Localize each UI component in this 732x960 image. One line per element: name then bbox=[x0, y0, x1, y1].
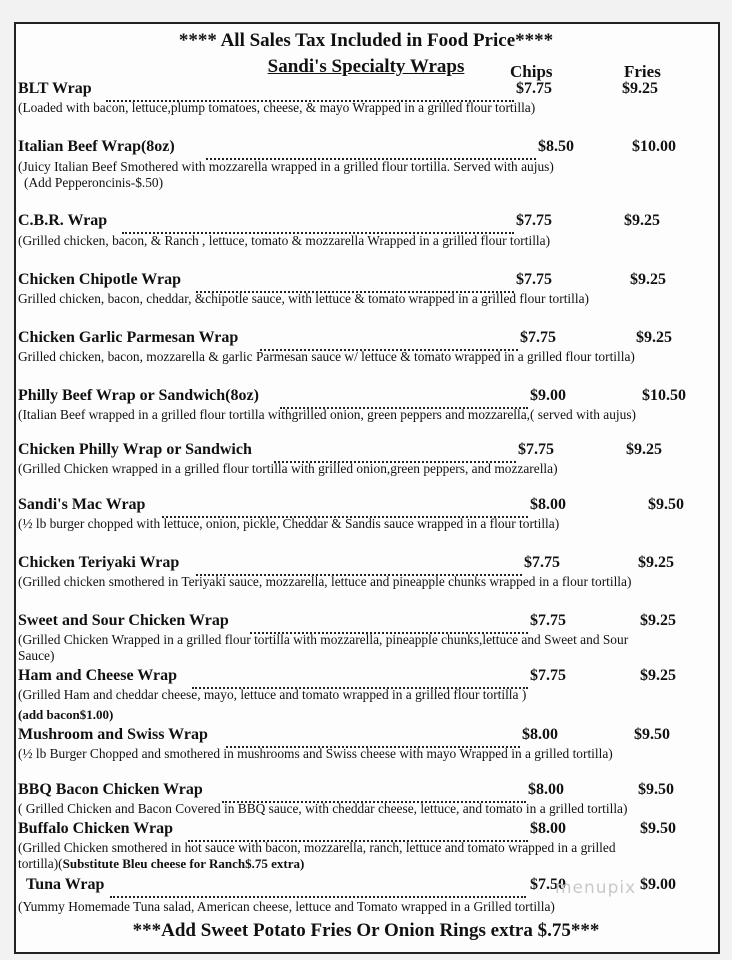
item-price-fries: $9.25 bbox=[624, 212, 660, 229]
menu-item bbox=[18, 271, 732, 293]
chips-column-header: Chips bbox=[510, 62, 553, 81]
item-description: (Grilled chicken smothered in Teriyaki sauce, mozzarella, lettuce and pineapple chunks wrapped in a flour tortilla) bbox=[18, 574, 632, 589]
item-name: Sandi's Mac Wrap bbox=[18, 496, 146, 513]
item-name: Tuna Wrap bbox=[26, 876, 105, 893]
item-price-fries: $9.25 bbox=[638, 554, 674, 571]
item-price-chips: $7.75 bbox=[530, 612, 566, 629]
item-name: Italian Beef Wrap(8oz) bbox=[18, 138, 175, 155]
item-description: (Grilled Chicken wrapped in a grilled flour tortilla with grilled onion,green peppers, and mozzarella) bbox=[18, 461, 558, 476]
item-price-chips: $8.00 bbox=[522, 726, 558, 743]
item-note: (add bacon$1.00) bbox=[18, 707, 114, 722]
item-price-fries: $9.25 bbox=[640, 667, 676, 684]
dot-leader bbox=[192, 667, 528, 689]
menu-item bbox=[18, 726, 732, 748]
item-price-chips: $8.00 bbox=[530, 496, 566, 513]
item-price-fries: $9.00 bbox=[640, 876, 676, 893]
menu-title-text: Sandi's Specialty Wraps bbox=[267, 56, 465, 77]
dot-leader bbox=[250, 612, 528, 634]
dot-leader bbox=[260, 329, 518, 351]
item-price-chips: $7.75 bbox=[524, 554, 560, 571]
item-description: (Grilled Ham and cheddar cheese, mayo, lettuce and tomato wrapped in a grilled flour tortilla ) bbox=[18, 687, 527, 702]
item-description: (Yummy Homemade Tuna salad, American cheese, lettuce and Tomato wrapped in a Grilled tortilla) bbox=[18, 899, 555, 914]
menu-item bbox=[18, 667, 732, 689]
item-price-fries: $10.00 bbox=[632, 138, 676, 155]
item-price-fries: $9.25 bbox=[640, 612, 676, 629]
item-price-chips: $8.50 bbox=[538, 138, 574, 155]
item-description: (Loaded with bacon, lettuce,plump tomatoes, cheese, & mayo Wrapped in a grilled flour tortilla) bbox=[18, 100, 536, 115]
item-price-fries: $9.50 bbox=[634, 726, 670, 743]
item-name: C.B.R. Wrap bbox=[18, 212, 108, 229]
item-price-fries: $9.50 bbox=[640, 820, 676, 837]
item-description: ( Grilled Chicken and Bacon Covered in BBQ sauce, with cheddar cheese, lettuce, and tomato in a grilled tortilla) bbox=[18, 801, 628, 816]
item-description: (Grilled Chicken Wrapped in a grilled flour tortilla with mozzarella, pineapple chunks,lettuce and Sweet and Sour bbox=[18, 632, 629, 647]
item-price-chips: $7.75 bbox=[516, 271, 552, 288]
dot-leader bbox=[196, 554, 522, 576]
dot-leader bbox=[280, 387, 528, 409]
menu-title bbox=[0, 56, 732, 78]
item-description: Grilled chicken, bacon, mozzarella & garlic Parmesan sauce w/ lettuce & tomato wrapped in a grilled flour tortilla) bbox=[18, 349, 635, 364]
dot-leader bbox=[226, 726, 520, 748]
item-price-chips: $7.50 bbox=[530, 876, 566, 893]
item-description: (Juicy Italian Beef Smothered with mozzarella wrapped in a grilled flour tortilla. Served with aujus) bbox=[18, 159, 554, 174]
item-description: (Grilled chicken, bacon, & Ranch , lettuce, tomato & mozzarella Wrapped in a grilled flour tortilla) bbox=[18, 233, 551, 248]
item-description: (½ lb Burger Chopped and smothered in mushrooms and Swiss cheese with mayo Wrapped in a grilled tortilla) bbox=[18, 746, 613, 761]
item-description-continued: Sauce) bbox=[18, 648, 55, 663]
menu-item bbox=[18, 138, 732, 160]
item-price-fries: $10.50 bbox=[642, 387, 686, 404]
item-description: (Grilled Chicken smothered in hot sauce with bacon, mozzarella, ranch, lettuce and tomato wrapped in a grilled bbox=[18, 840, 616, 855]
item-price-fries: $9.25 bbox=[630, 271, 666, 288]
dot-leader bbox=[222, 781, 526, 803]
item-price-chips: $9.00 bbox=[530, 387, 566, 404]
menu-item bbox=[18, 612, 732, 634]
menu-item bbox=[18, 212, 732, 234]
item-name: BLT Wrap bbox=[18, 80, 92, 97]
menu-item bbox=[18, 496, 732, 518]
menu-item bbox=[18, 80, 732, 102]
item-description-tail: tortilla)( bbox=[18, 856, 63, 871]
item-name: Philly Beef Wrap or Sandwich(8oz) bbox=[18, 387, 259, 404]
item-price-chips: $8.00 bbox=[530, 820, 566, 837]
tax-note: **** All Sales Tax Included in Food Price**** bbox=[178, 30, 554, 51]
item-description-continued bbox=[18, 856, 304, 872]
watermark: menupix bbox=[555, 878, 637, 898]
item-price-fries: $9.50 bbox=[638, 781, 674, 798]
item-name: Buffalo Chicken Wrap bbox=[18, 820, 173, 837]
item-name: Chicken Garlic Parmesan Wrap bbox=[18, 329, 239, 346]
item-name: Sweet and Sour Chicken Wrap bbox=[18, 612, 229, 629]
menu-item bbox=[18, 441, 732, 463]
item-price-fries: $9.50 bbox=[648, 496, 684, 513]
item-price-fries: $9.25 bbox=[636, 329, 672, 346]
item-name: Chicken Teriyaki Wrap bbox=[18, 554, 180, 571]
dot-leader bbox=[206, 138, 536, 160]
dot-leader bbox=[162, 496, 528, 518]
item-description: (½ lb burger chopped with lettuce, onion, pickle, Cheddar & Sandis sauce wrapped in a flour tortilla) bbox=[18, 516, 560, 531]
item-description: Grilled chicken, bacon, cheddar, &chipotle sauce, with lettuce & tomato wrapped in a grilled flour tortilla) bbox=[18, 291, 589, 306]
item-price-chips: $7.75 bbox=[516, 212, 552, 229]
fries-column-header: Fries bbox=[624, 62, 661, 81]
item-price-chips: $7.75 bbox=[518, 441, 554, 458]
item-price-chips: $8.00 bbox=[528, 781, 564, 798]
item-note: (Add Pepperoncinis-$.50) bbox=[24, 175, 164, 190]
menu-item bbox=[18, 387, 732, 409]
item-price-chips: $7.75 bbox=[530, 667, 566, 684]
dot-leader bbox=[188, 820, 528, 842]
item-name: BBQ Bacon Chicken Wrap bbox=[18, 781, 203, 798]
dot-leader bbox=[106, 80, 514, 102]
dot-leader bbox=[196, 271, 514, 293]
item-price-fries: $9.25 bbox=[622, 80, 658, 97]
item-price-fries: $9.25 bbox=[626, 441, 662, 458]
menu-item bbox=[18, 329, 732, 351]
footer-note: ***Add Sweet Potato Fries Or Onion Rings extra $.75*** bbox=[132, 920, 600, 941]
item-price-chips: $7.75 bbox=[516, 80, 552, 97]
dot-leader bbox=[122, 212, 514, 234]
item-name: Chicken Chipotle Wrap bbox=[18, 271, 181, 288]
item-substitute-note: Substitute Bleu cheese for Ranch$.75 extra) bbox=[62, 856, 305, 871]
item-name: Ham and Cheese Wrap bbox=[18, 667, 177, 684]
item-description: (Italian Beef wrapped in a grilled flour tortilla withgrilled onion, green peppers and mozzarella,( served with aujus) bbox=[18, 407, 636, 422]
item-name: Mushroom and Swiss Wrap bbox=[18, 726, 208, 743]
menu-item bbox=[18, 781, 732, 803]
menu-item bbox=[18, 554, 732, 576]
dot-leader bbox=[274, 441, 516, 463]
item-name: Chicken Philly Wrap or Sandwich bbox=[18, 441, 252, 458]
item-price-chips: $7.75 bbox=[520, 329, 556, 346]
menu-item bbox=[18, 820, 732, 842]
dot-leader bbox=[110, 876, 526, 898]
